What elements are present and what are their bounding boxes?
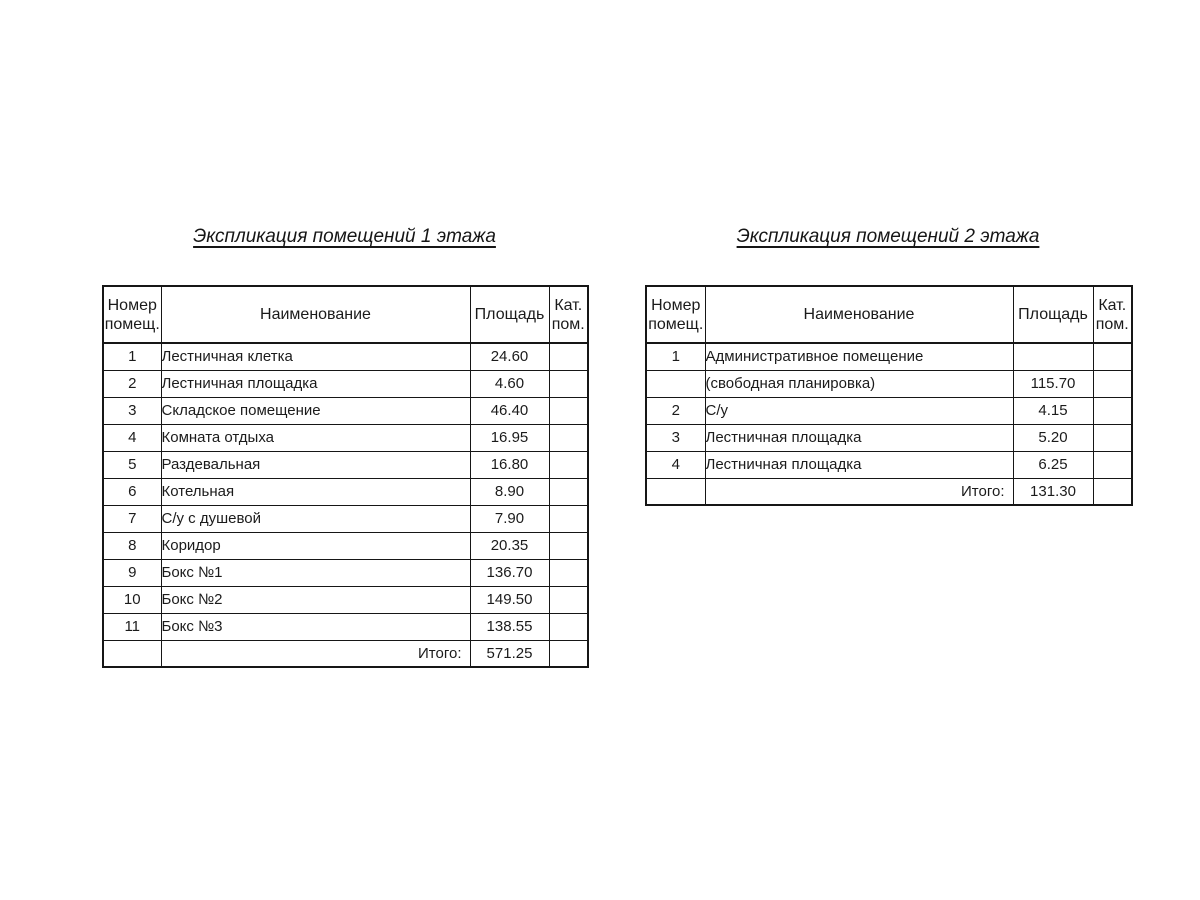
room-area-cell: 6.25	[1013, 451, 1093, 478]
floor2-title: Экспликация помещений 2 этажа	[736, 226, 1040, 247]
floor1-title: Экспликация помещений 1 этажа	[193, 226, 496, 247]
room-number-cell: 11	[103, 613, 161, 640]
room-area-cell: 138.55	[470, 613, 549, 640]
room-name-cell: Лестничная площадка	[705, 424, 1013, 451]
room-area-cell: 7.90	[470, 505, 549, 532]
room-number-cell: 3	[103, 397, 161, 424]
room-name-cell: Бокс №2	[161, 586, 470, 613]
room-number-cell: 1	[103, 343, 161, 370]
room-category-cell	[549, 505, 588, 532]
floor1-explication-table	[102, 285, 589, 668]
floor1-header-room-number	[103, 286, 161, 343]
room-area-cell: 149.50	[470, 586, 549, 613]
room-category-cell	[1093, 370, 1132, 397]
room-area-cell: 5.20	[1013, 424, 1093, 451]
table-row	[103, 559, 588, 586]
total-value-cell: 571.25	[470, 640, 549, 667]
room-number-cell: 4	[646, 451, 705, 478]
room-category-cell	[549, 559, 588, 586]
total-label-cell: Итого:	[705, 478, 1013, 505]
room-category-cell	[549, 613, 588, 640]
header-line: помещ.	[104, 315, 160, 333]
room-number-cell: 1	[646, 343, 705, 370]
floor1-header-row	[103, 286, 588, 343]
room-category-cell	[549, 424, 588, 451]
table-row	[646, 343, 1132, 370]
table-row	[103, 586, 588, 613]
room-area-cell: 4.15	[1013, 397, 1093, 424]
table-row	[103, 397, 588, 424]
header-line: Номер	[107, 296, 157, 314]
room-category-cell	[1093, 451, 1132, 478]
room-area-cell: 136.70	[470, 559, 549, 586]
room-category-cell	[1093, 424, 1132, 451]
room-number-cell	[646, 370, 705, 397]
table-row	[103, 613, 588, 640]
room-name-cell: Коридор	[161, 532, 470, 559]
total-empty-cell	[1093, 478, 1132, 505]
table-row	[103, 424, 588, 451]
total-empty-cell	[103, 640, 161, 667]
header-line: Кат.	[1098, 296, 1127, 314]
header-line: Кат.	[554, 296, 583, 314]
floor2-header-area: Площадь	[1013, 286, 1093, 343]
floor2-header-row	[646, 286, 1132, 343]
total-empty-cell	[549, 640, 588, 667]
room-name-cell: Комната отдыха	[161, 424, 470, 451]
room-name-cell: Лестничная клетка	[161, 343, 470, 370]
room-number-cell: 6	[103, 478, 161, 505]
table-row	[103, 505, 588, 532]
table-row	[646, 424, 1132, 451]
total-row	[646, 478, 1132, 505]
header-line: Номер	[651, 296, 701, 314]
room-area-cell: 16.95	[470, 424, 549, 451]
table-row	[103, 451, 588, 478]
table-row	[646, 370, 1132, 397]
table-row	[103, 478, 588, 505]
total-row	[103, 640, 588, 667]
total-label-cell: Итого:	[161, 640, 470, 667]
room-name-cell: Лестничная площадка	[705, 451, 1013, 478]
room-category-cell	[549, 478, 588, 505]
room-category-cell	[1093, 343, 1132, 370]
room-name-cell: (свободная планировка)	[705, 370, 1013, 397]
room-category-cell	[549, 451, 588, 478]
room-name-cell: Складское помещение	[161, 397, 470, 424]
room-name-cell: Котельная	[161, 478, 470, 505]
room-category-cell	[549, 370, 588, 397]
room-area-cell	[1013, 343, 1093, 370]
room-name-cell: С/у	[705, 397, 1013, 424]
room-category-cell	[1093, 397, 1132, 424]
floor2-header-room-number	[646, 286, 705, 343]
table-row	[646, 397, 1132, 424]
floor1-header-area: Площадь	[470, 286, 549, 343]
room-area-cell: 4.60	[470, 370, 549, 397]
room-name-cell: Лестничная площадка	[161, 370, 470, 397]
floor2-header-category	[1093, 286, 1132, 343]
room-number-cell: 3	[646, 424, 705, 451]
room-area-cell: 115.70	[1013, 370, 1093, 397]
header-line: пом.	[1095, 315, 1129, 333]
room-category-cell	[549, 397, 588, 424]
floor1-header-category	[549, 286, 588, 343]
room-category-cell	[549, 343, 588, 370]
room-number-cell: 7	[103, 505, 161, 532]
room-name-cell: Административное помещение	[705, 343, 1013, 370]
total-empty-cell	[646, 478, 705, 505]
room-area-cell: 20.35	[470, 532, 549, 559]
room-number-cell: 10	[103, 586, 161, 613]
header-line: помещ.	[648, 315, 704, 333]
total-value-cell: 131.30	[1013, 478, 1093, 505]
header-line: пом.	[551, 315, 585, 333]
room-name-cell: С/у с душевой	[161, 505, 470, 532]
room-category-cell	[549, 532, 588, 559]
table-row	[103, 532, 588, 559]
room-category-cell	[549, 586, 588, 613]
room-number-cell: 4	[103, 424, 161, 451]
room-name-cell: Бокс №3	[161, 613, 470, 640]
room-number-cell: 5	[103, 451, 161, 478]
room-number-cell: 2	[103, 370, 161, 397]
room-area-cell: 24.60	[470, 343, 549, 370]
room-area-cell: 46.40	[470, 397, 549, 424]
room-number-cell: 9	[103, 559, 161, 586]
room-area-cell: 16.80	[470, 451, 549, 478]
floor2-explication-table	[645, 285, 1133, 506]
room-name-cell: Бокс №1	[161, 559, 470, 586]
table-row	[103, 343, 588, 370]
room-number-cell: 8	[103, 532, 161, 559]
floor1-header-room-name: Наименование	[161, 286, 470, 343]
floor2-header-room-name: Наименование	[705, 286, 1013, 343]
room-number-cell: 2	[646, 397, 705, 424]
table-row	[103, 370, 588, 397]
table-row	[646, 451, 1132, 478]
room-name-cell: Раздевальная	[161, 451, 470, 478]
room-area-cell: 8.90	[470, 478, 549, 505]
